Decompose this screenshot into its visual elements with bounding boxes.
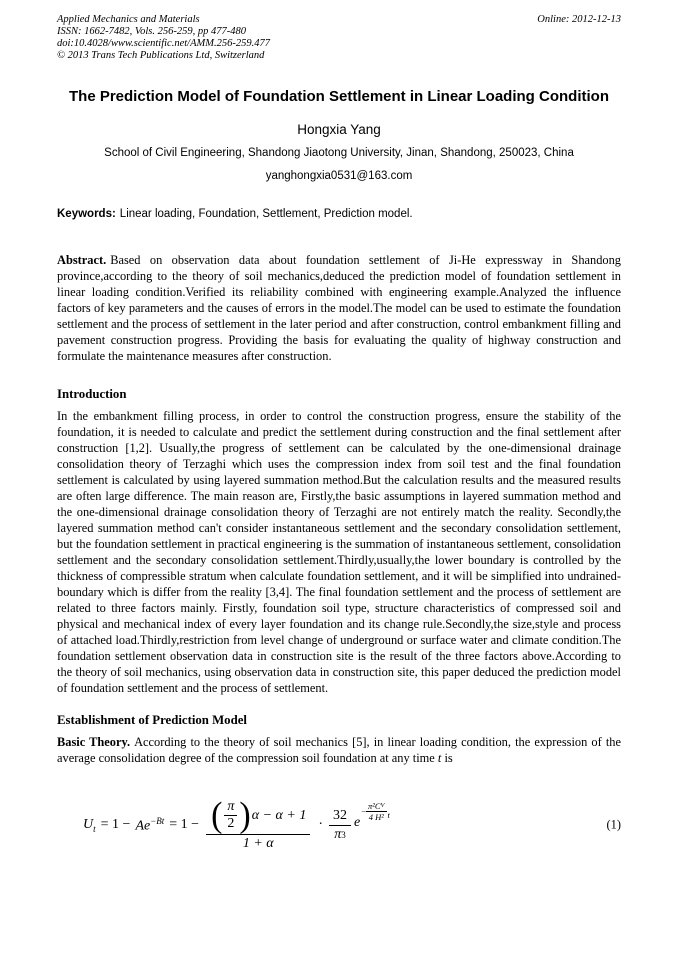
journal-name: Applied Mechanics and Materials bbox=[57, 14, 200, 25]
journal-header bbox=[57, 14, 621, 62]
multiplication-dot: · bbox=[318, 817, 324, 832]
time-variable: t bbox=[437, 751, 442, 765]
introduction-heading: Introduction bbox=[57, 387, 127, 401]
copyright-line: © 2013 Trans Tech Publications Ltd, Switzerland bbox=[57, 50, 265, 61]
online-date: Online: 2012-12-13 bbox=[537, 14, 621, 25]
basic-theory-text-end: is bbox=[441, 751, 453, 765]
journal-header-left bbox=[57, 14, 270, 62]
establishment-heading: Establishment of Prediction Model bbox=[57, 713, 247, 727]
abstract-label: Abstract. bbox=[57, 253, 107, 267]
issn-line: ISSN: 1662-7482, Vols. 256-259, pp 477-480 bbox=[57, 26, 246, 37]
eq-ae-term: $Ae^{-Bt}$ bbox=[135, 815, 165, 834]
main-fraction bbox=[206, 795, 310, 852]
eq-equals-second: = 1 − bbox=[169, 817, 200, 832]
author-email: yanghongxia0531@163.com bbox=[265, 170, 413, 182]
basic-theory-text: According to the theory of soil mechanics [5], in linear loading condition, the expression of the average consolidation degree of the compression soil foundation at any time bbox=[57, 735, 621, 765]
pi-cubed: π 3 bbox=[334, 826, 346, 842]
keywords-line bbox=[57, 207, 621, 222]
right-paren: ) bbox=[239, 795, 251, 835]
pi-over-2-fraction: $\frac{\pi}{2}$ bbox=[224, 799, 237, 832]
author-affiliation: School of Civil Engineering, Shandong Jiaotong University, Jinan, Shandong, 250023, China bbox=[104, 147, 574, 159]
author-name: Hongxia Yang bbox=[297, 122, 381, 137]
equation-1 bbox=[83, 782, 621, 868]
eq-lhs: $U_t$ bbox=[83, 816, 96, 834]
abstract-paragraph bbox=[57, 252, 621, 364]
doi-line: doi:10.4028/www.scientific.net/AMM.256-259.477 bbox=[57, 38, 270, 49]
paper-title: The Prediction Model of Foundation Settlement in Linear Loading Condition bbox=[69, 88, 609, 105]
basic-theory-paragraph bbox=[57, 734, 621, 766]
32-over-pi3-fraction: 32 π 3 bbox=[329, 808, 351, 843]
numerator-rest: α − α + 1 bbox=[251, 807, 307, 823]
abstract-text: Based on observation data about foundation settlement of Ji-He expressway in Shandong province,according to the theory of soil mechanics,deduced the prediction model of foundation settlement in linear loading condition.Verified its reliability combined with engineering example.Analyzed the influence factors of key parameters and the causes of errors in the model.The model can be used to estimate the foundation settlement and the process of settlement in the later period and after construction, control embankment filling and pavement construction progress. Providing the basis for evaluating the quality of highway construction and formulate the maintenance measures after construction. bbox=[57, 253, 621, 363]
exponent-fraction: − π²C V 4 H² t bbox=[361, 800, 390, 822]
keywords-label: Keywords: bbox=[57, 208, 116, 220]
eq-equals-first: = 1 − bbox=[100, 817, 131, 832]
exponential-term: e − π²C V 4 H² t bbox=[354, 800, 390, 830]
keywords-text: Linear loading, Foundation, Settlement, Prediction model. bbox=[119, 208, 413, 220]
main-denominator: 1 + α bbox=[242, 835, 274, 851]
equation-number: (1) bbox=[606, 817, 621, 832]
introduction-paragraph: In the embankment filling process, in order to control the construction progress, ensure the stability of the foundation, it is needed to calculate and predict the settlement during construction and the final settlement after construction [1,2]. Usually,the progress of settlement can be calculated by the one-dimensional drainage consolidation theory of Terzaghi which uses the compression index from soil test and the final foundation settlement is calculated by using layered summation method.But the calculation results and the measured results are often large difference. The main reason are, Firstly,the basic assumptions in layered summation method and the one-dimensional drainage consolidation theory of Terzaghi are not entirely match the reality. Secondly,the layered summation method can't consider instantaneous settlement and the secondary consolidation settlement, but the foundation settlement in practical engineering is the summation of instantaneous settlement, consolidation settlement and the secondary consolidation settlement.Thirdly,usually,the lower boundary is controlled by the thickness of compressible stratum when calculate foundation settlement, and it will be simplified into undrained-boundary which is differ from the reality [3,4]. The final foundation settlement and the process of settlement are related to three factors mainly. Firstly, foundation soil type, structure characteristics of compressed soil and physical and mechanical index of every layer foundation and its change rule.Secondly,the size,style and process of attached load.Thirdly,restriction from level change of underground or surface water and climate condition.The foundation settlement observation data in construction site is the result of the three factors above.According to the theory of soil mechanics, using observation data in construction site, this paper deduced the prediction model of foundation settlement and the process of settlement. bbox=[57, 409, 621, 695]
basic-theory-label: Basic Theory. bbox=[57, 735, 131, 749]
equation-block bbox=[57, 782, 621, 868]
left-paren: ( bbox=[211, 795, 223, 835]
